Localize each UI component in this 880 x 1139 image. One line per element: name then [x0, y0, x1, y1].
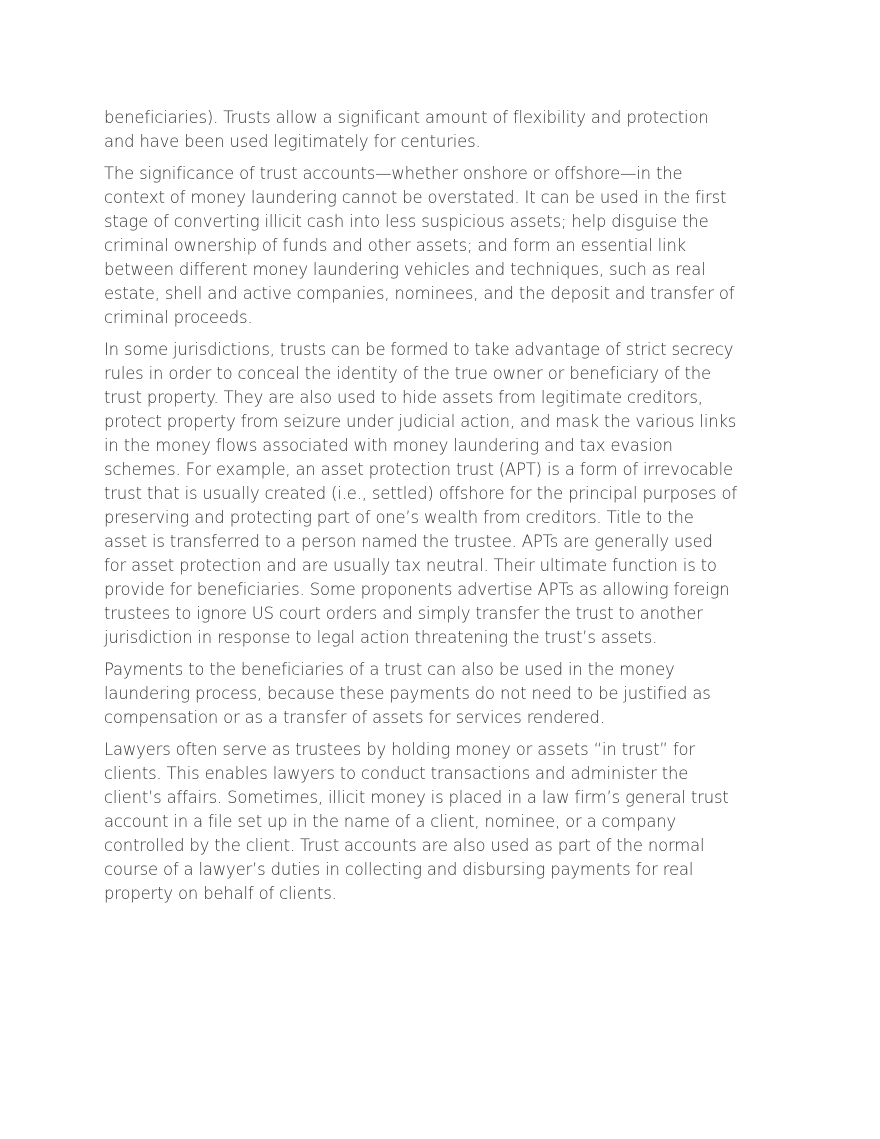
text-line: In some jurisdictions, trusts can be formed to take advantage of strict secrecy: [104, 340, 734, 359]
paragraph-5: [104, 738, 744, 906]
text-line: The significance of trust accounts—whether onshore or offshore—in the: [104, 164, 683, 183]
text-line: rules in order to conceal the identity of the true owner or beneficiary of the: [104, 364, 711, 383]
text-line: criminal proceeds.: [104, 308, 253, 327]
text-line: stage of converting illicit cash into less suspicious assets; help disguise the: [104, 212, 709, 231]
paragraph-1: [104, 106, 744, 154]
text-line: client’s affairs. Sometimes, illicit money is placed in a law firm’s general trust: [104, 788, 729, 807]
text-line: trustees to ignore US court orders and simply transfer the trust to another: [104, 604, 703, 623]
text-line: jurisdiction in response to legal action threatening the trust’s assets.: [104, 628, 658, 647]
text-line: clients. This enables lawyers to conduct transactions and administer the: [104, 764, 689, 783]
text-line: Lawyers often serve as trustees by holding money or assets “in trust” for: [104, 740, 695, 759]
text-line: trust that is usually created (i.e., settled) offshore for the principal purposes of: [104, 484, 737, 503]
text-line: schemes. For example, an asset protection trust (APT) is a form of irrevocable: [104, 460, 733, 479]
text-line: context of money laundering cannot be overstated. It can be used in the first: [104, 188, 727, 207]
text-line: beneficiaries). Trusts allow a significant amount of flexibility and protection: [104, 108, 709, 127]
text-line: compensation or as a transfer of assets for services rendered.: [104, 708, 605, 727]
text-line: for asset protection and are usually tax neutral. Their ultimate function is to: [104, 556, 717, 575]
text-line: Payments to the beneficiaries of a trust can also be used in the money: [104, 660, 675, 679]
text-line: course of a lawyer’s duties in collecting and disbursing payments for real: [104, 860, 694, 879]
text-line: controlled by the client. Trust accounts are also used as part of the normal: [104, 836, 705, 855]
body-text: [104, 106, 744, 914]
text-line: asset is transferred to a person named the trustee. APTs are generally used: [104, 532, 713, 551]
text-line: laundering process, because these payments do not need to be justified as: [104, 684, 711, 703]
paragraph-4: [104, 658, 744, 730]
text-line: criminal ownership of funds and other assets; and form an essential link: [104, 236, 687, 255]
text-line: protect property from seizure under judicial action, and mask the various links: [104, 412, 737, 431]
text-line: between different money laundering vehicles and techniques, such as real: [104, 260, 706, 279]
text-line: provide for beneficiaries. Some proponents advertise APTs as allowing foreign: [104, 580, 730, 599]
text-line: and have been used legitimately for centuries.: [104, 132, 481, 151]
text-line: account in a file set up in the name of a client, nominee, or a company: [104, 812, 677, 831]
text-line: in the money flows associated with money laundering and tax evasion: [104, 436, 673, 455]
text-line: preserving and protecting part of one’s wealth from creditors. Title to the: [104, 508, 694, 527]
paragraph-3: [104, 338, 744, 650]
paragraph-2: [104, 162, 744, 330]
text-line: trust property. They are also used to hide assets from legitimate creditors,: [104, 388, 703, 407]
text-line: property on behalf of clients.: [104, 884, 337, 903]
text-line: estate, shell and active companies, nominees, and the deposit and transfer of: [104, 284, 735, 303]
